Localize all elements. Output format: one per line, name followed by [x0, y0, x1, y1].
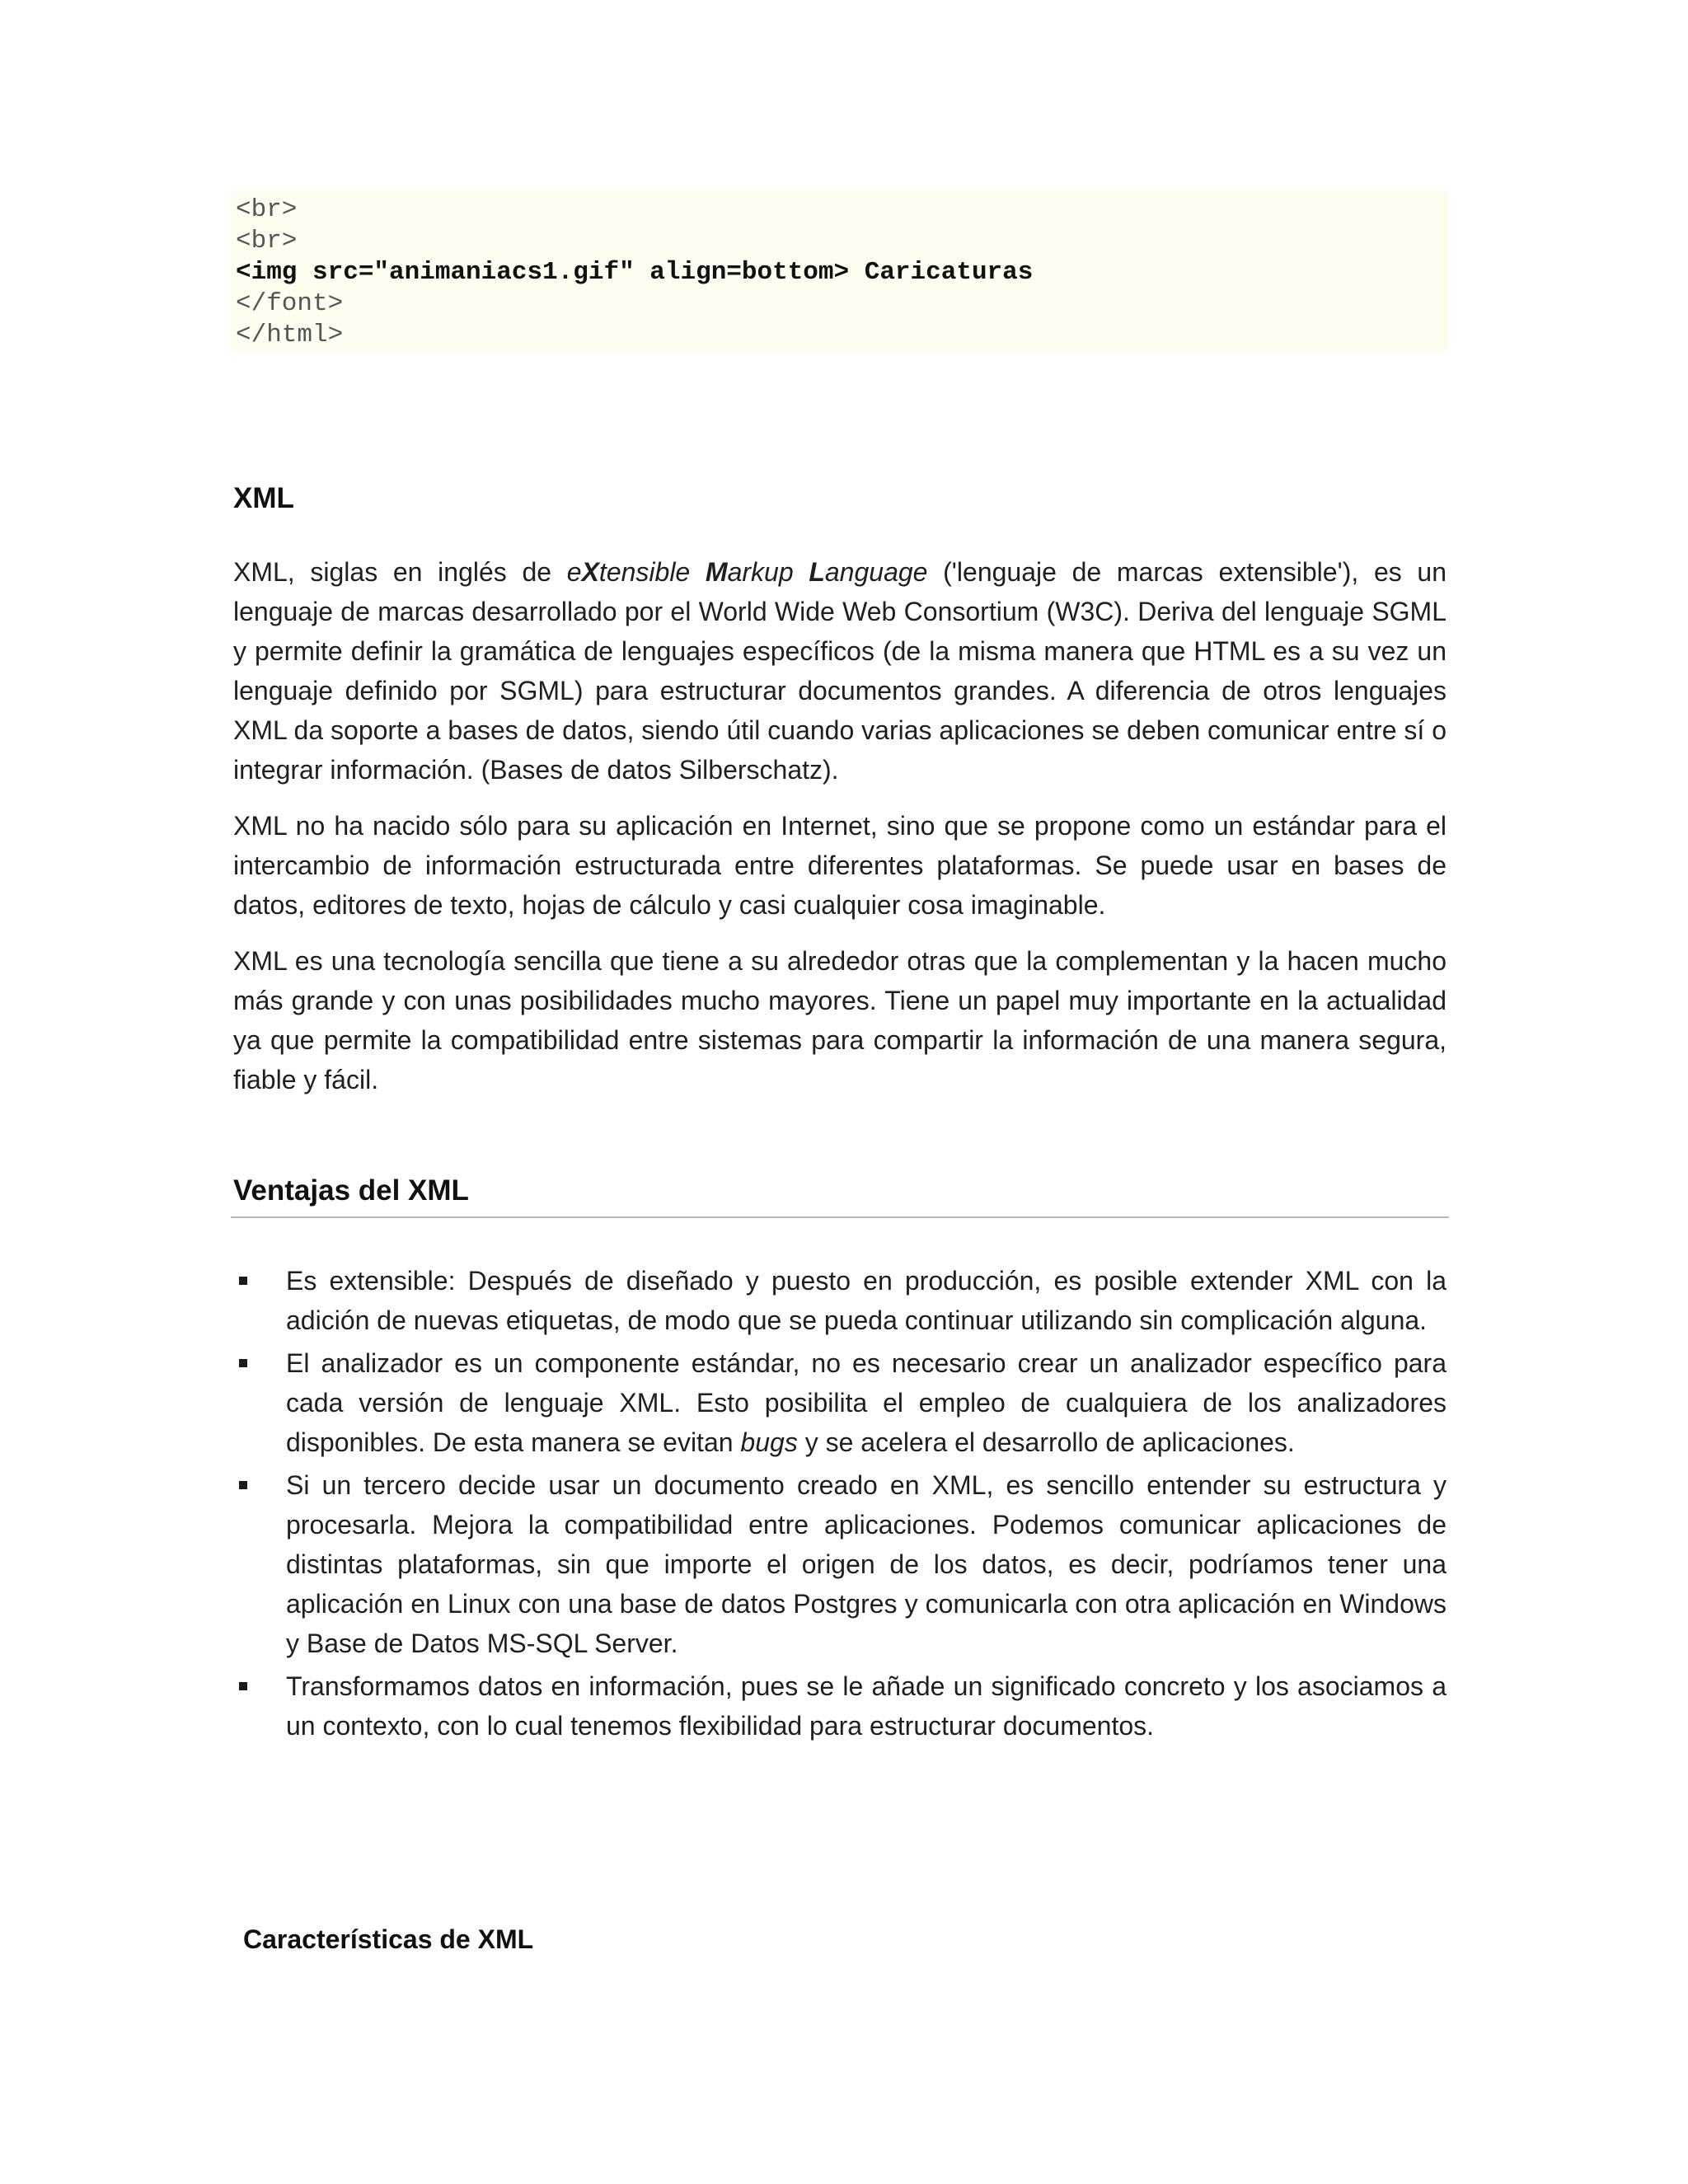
square-bullet-icon: [239, 1277, 247, 1285]
term-anguage: anguage: [824, 557, 928, 587]
code-line: </html>: [236, 321, 344, 349]
list-item-text: Es extensible: Después de diseñado y puesto en producción, es posible extender XML con la adición de nuevas etiquetas, de modo que se pueda continuar utilizando sin complicación alguna.: [286, 1266, 1447, 1335]
list-item: [233, 1343, 1447, 1462]
list-item-text-after: y se acelera el desarrollo de aplicaciones.: [797, 1427, 1295, 1457]
code-line: <br>: [236, 227, 298, 255]
list-item: [233, 1465, 1447, 1663]
code-line: </font>: [236, 289, 344, 318]
section-heading-xml: XML: [233, 482, 294, 514]
code-line: <img src="animaniacs1.gif" align=bottom> Caricaturas: [236, 258, 1034, 287]
term-L: L: [809, 557, 825, 587]
ventajas-list: [233, 1261, 1447, 1749]
code-snippet: [231, 191, 1449, 353]
list-item-italic: bugs: [740, 1427, 798, 1457]
xml-intro-paragraph: [233, 552, 1447, 790]
xml-body: [233, 552, 1447, 1116]
square-bullet-icon: [239, 1359, 247, 1367]
xml-paragraph-2: XML no ha nacido sólo para su aplicación en Internet, sino que se propone como un estándar para el intercambio de información estructurada entre diferentes plataformas. Se puede usar en bases de datos, editores de texto, hojas de cálculo y casi cualquier cosa imaginable.: [233, 811, 1447, 920]
code-line: <br>: [236, 195, 298, 224]
square-bullet-icon: [239, 1682, 247, 1690]
list-item: [233, 1666, 1447, 1746]
term-e: e: [566, 557, 582, 587]
square-bullet-icon: [239, 1481, 247, 1489]
xml-paragraph-3: XML es una tecnología sencilla que tiene a su alrededor otras que la complementan y la hacen mucho más grande y con unas posibilidades mucho mayores. Tiene un papel muy importante en la actualidad ya que permite la compatibilidad entre sistemas para compartir la información de una manera segura, fiable y fácil.: [233, 946, 1447, 1094]
term-X: X: [581, 557, 599, 587]
section-heading-caracteristicas: Características de XML: [243, 1924, 534, 1954]
section-heading-ventajas: Ventajas del XML: [233, 1174, 469, 1207]
list-item-text: Transformamos datos en información, pues se le añade un significado concreto y los asociamos a un contexto, con lo cual tenemos flexibilidad para estructurar documentos.: [286, 1671, 1447, 1741]
list-item-text: Si un tercero decide usar un documento creado en XML, es sencillo entender su estructura y procesarla. Mejora la compatibilidad entre aplicaciones. Podemos comunicar aplicaciones de distintas plataformas, sin que importe el origen de los datos, es decir, podríamos tener una aplicación en Linux con una base de datos Postgres y comunicarla con otra aplicación en Windows y Base de Datos MS-SQL Server.: [286, 1470, 1447, 1658]
term-tensible: tensible: [598, 557, 706, 587]
term-arkup: arkup: [727, 557, 809, 587]
list-item: [233, 1261, 1447, 1340]
intro-text: XML, siglas en inglés de: [233, 557, 567, 587]
intro-text-rest: ('lenguaje de marcas extensible'), es un lenguaje de marcas desarrollado por el World Wide Web Consortium (W3C). Deriva del lenguaje SGML y permite definir la gramática de lenguajes específicos (de la misma manera que HTML es a su vez un lenguaje definido por SGML) para estructurar documentos grandes. A diferencia de otros lenguajes XML da soporte a bases de datos, siendo útil cuando varias aplicaciones se deben comunicar entre sí o integrar información. (Bases de datos Silberschatz).: [233, 557, 1447, 785]
heading-divider: [231, 1216, 1449, 1218]
term-M: M: [705, 557, 728, 587]
list-item-text: El analizador es un componente estándar, no es necesario crear un analizador específico para cada versión de lenguaje XML. Esto posibilita el empleo de cualquiera de los analizadores disponibles. De esta manera se evitan: [286, 1348, 1447, 1457]
